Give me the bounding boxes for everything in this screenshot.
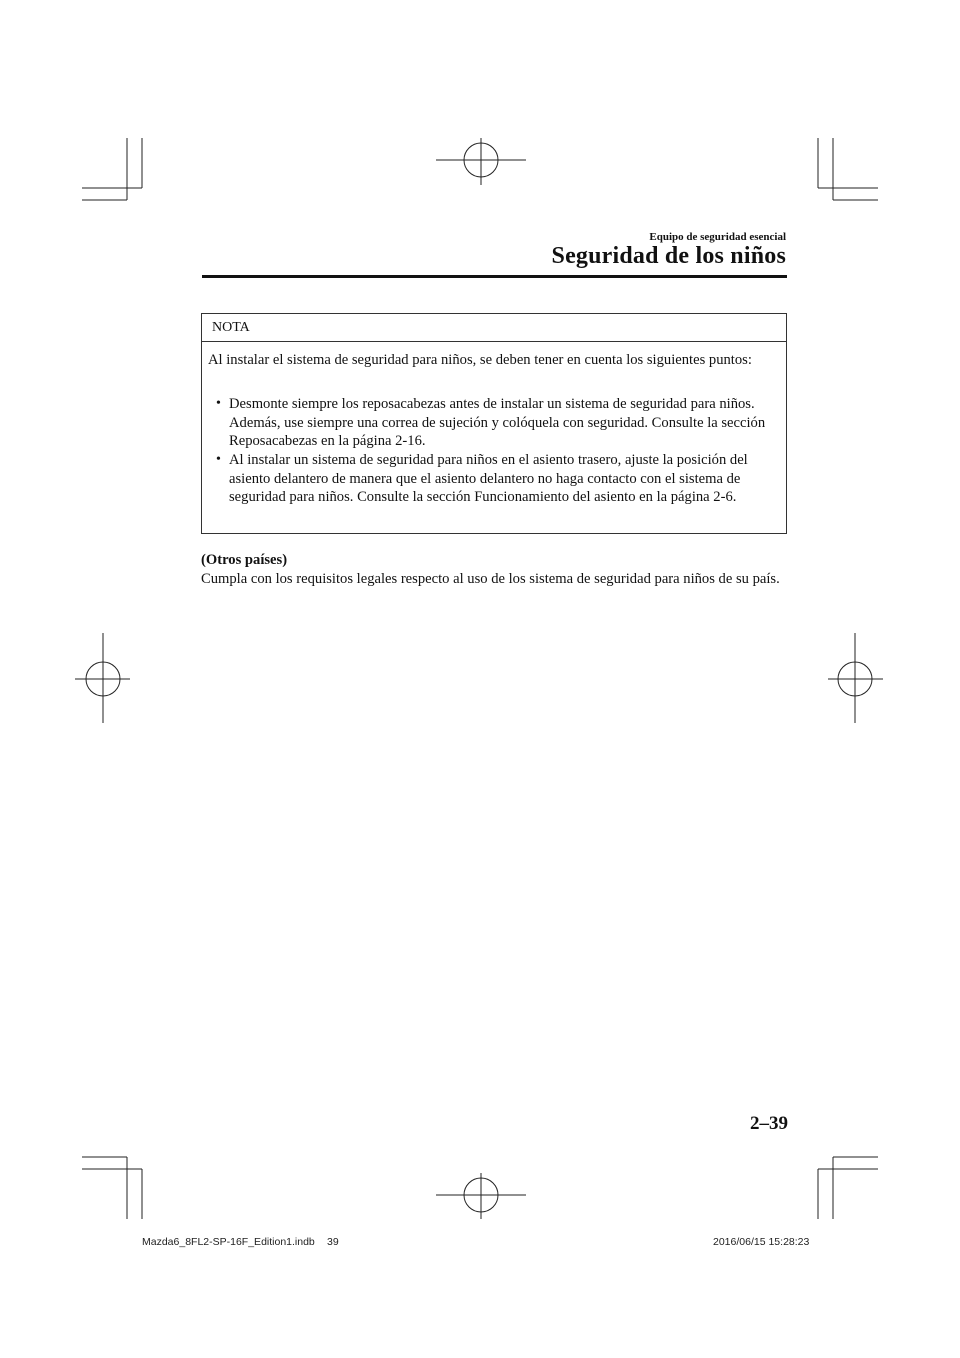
footer-filename: Mazda6_8FL2-SP-16F_Edition1.indb xyxy=(142,1236,315,1248)
footer-page: 39 xyxy=(327,1236,339,1248)
note-item xyxy=(216,395,779,451)
page-number: 2–39 xyxy=(750,1113,788,1134)
title-rule xyxy=(202,275,787,278)
note-header xyxy=(202,314,786,342)
body-paragraph: Cumpla con los requisitos legales respecto al uso de los sistema de seguridad para niños de su país. xyxy=(201,571,780,587)
chapter-title: Equipo de seguridad esencial xyxy=(649,231,786,243)
note-item-text: Desmonte siempre los reposacabezas antes de instalar un sistema de seguridad para niños. Además, use siempre una correa de sujeción y colóquela con seguridad. Consulte la sección Reposacabezas en la página 2-16. xyxy=(229,396,766,449)
note-intro: Al instalar el sistema de seguridad para niños, se deben tener en cuenta los siguientes puntos: xyxy=(208,352,752,368)
subheading: (Otros países) xyxy=(201,552,288,568)
section-title: Seguridad de los niños xyxy=(551,243,786,269)
note-item xyxy=(216,451,779,507)
footer-datetime: 2016/06/15 15:28:23 xyxy=(713,1236,810,1248)
bullet-icon: • xyxy=(216,396,221,411)
bullet-icon: • xyxy=(216,452,221,467)
note-box xyxy=(201,313,787,534)
note-item-text: Al instalar un sistema de seguridad para niños en el asiento trasero, ajuste la posición del asiento delantero de manera que el asiento delantero no haga contacto con el sistema de seguridad para niños. Consulte la sección Funcionamiento del asiento en la página 2-6. xyxy=(229,452,748,505)
note-label: NOTA xyxy=(212,320,250,335)
